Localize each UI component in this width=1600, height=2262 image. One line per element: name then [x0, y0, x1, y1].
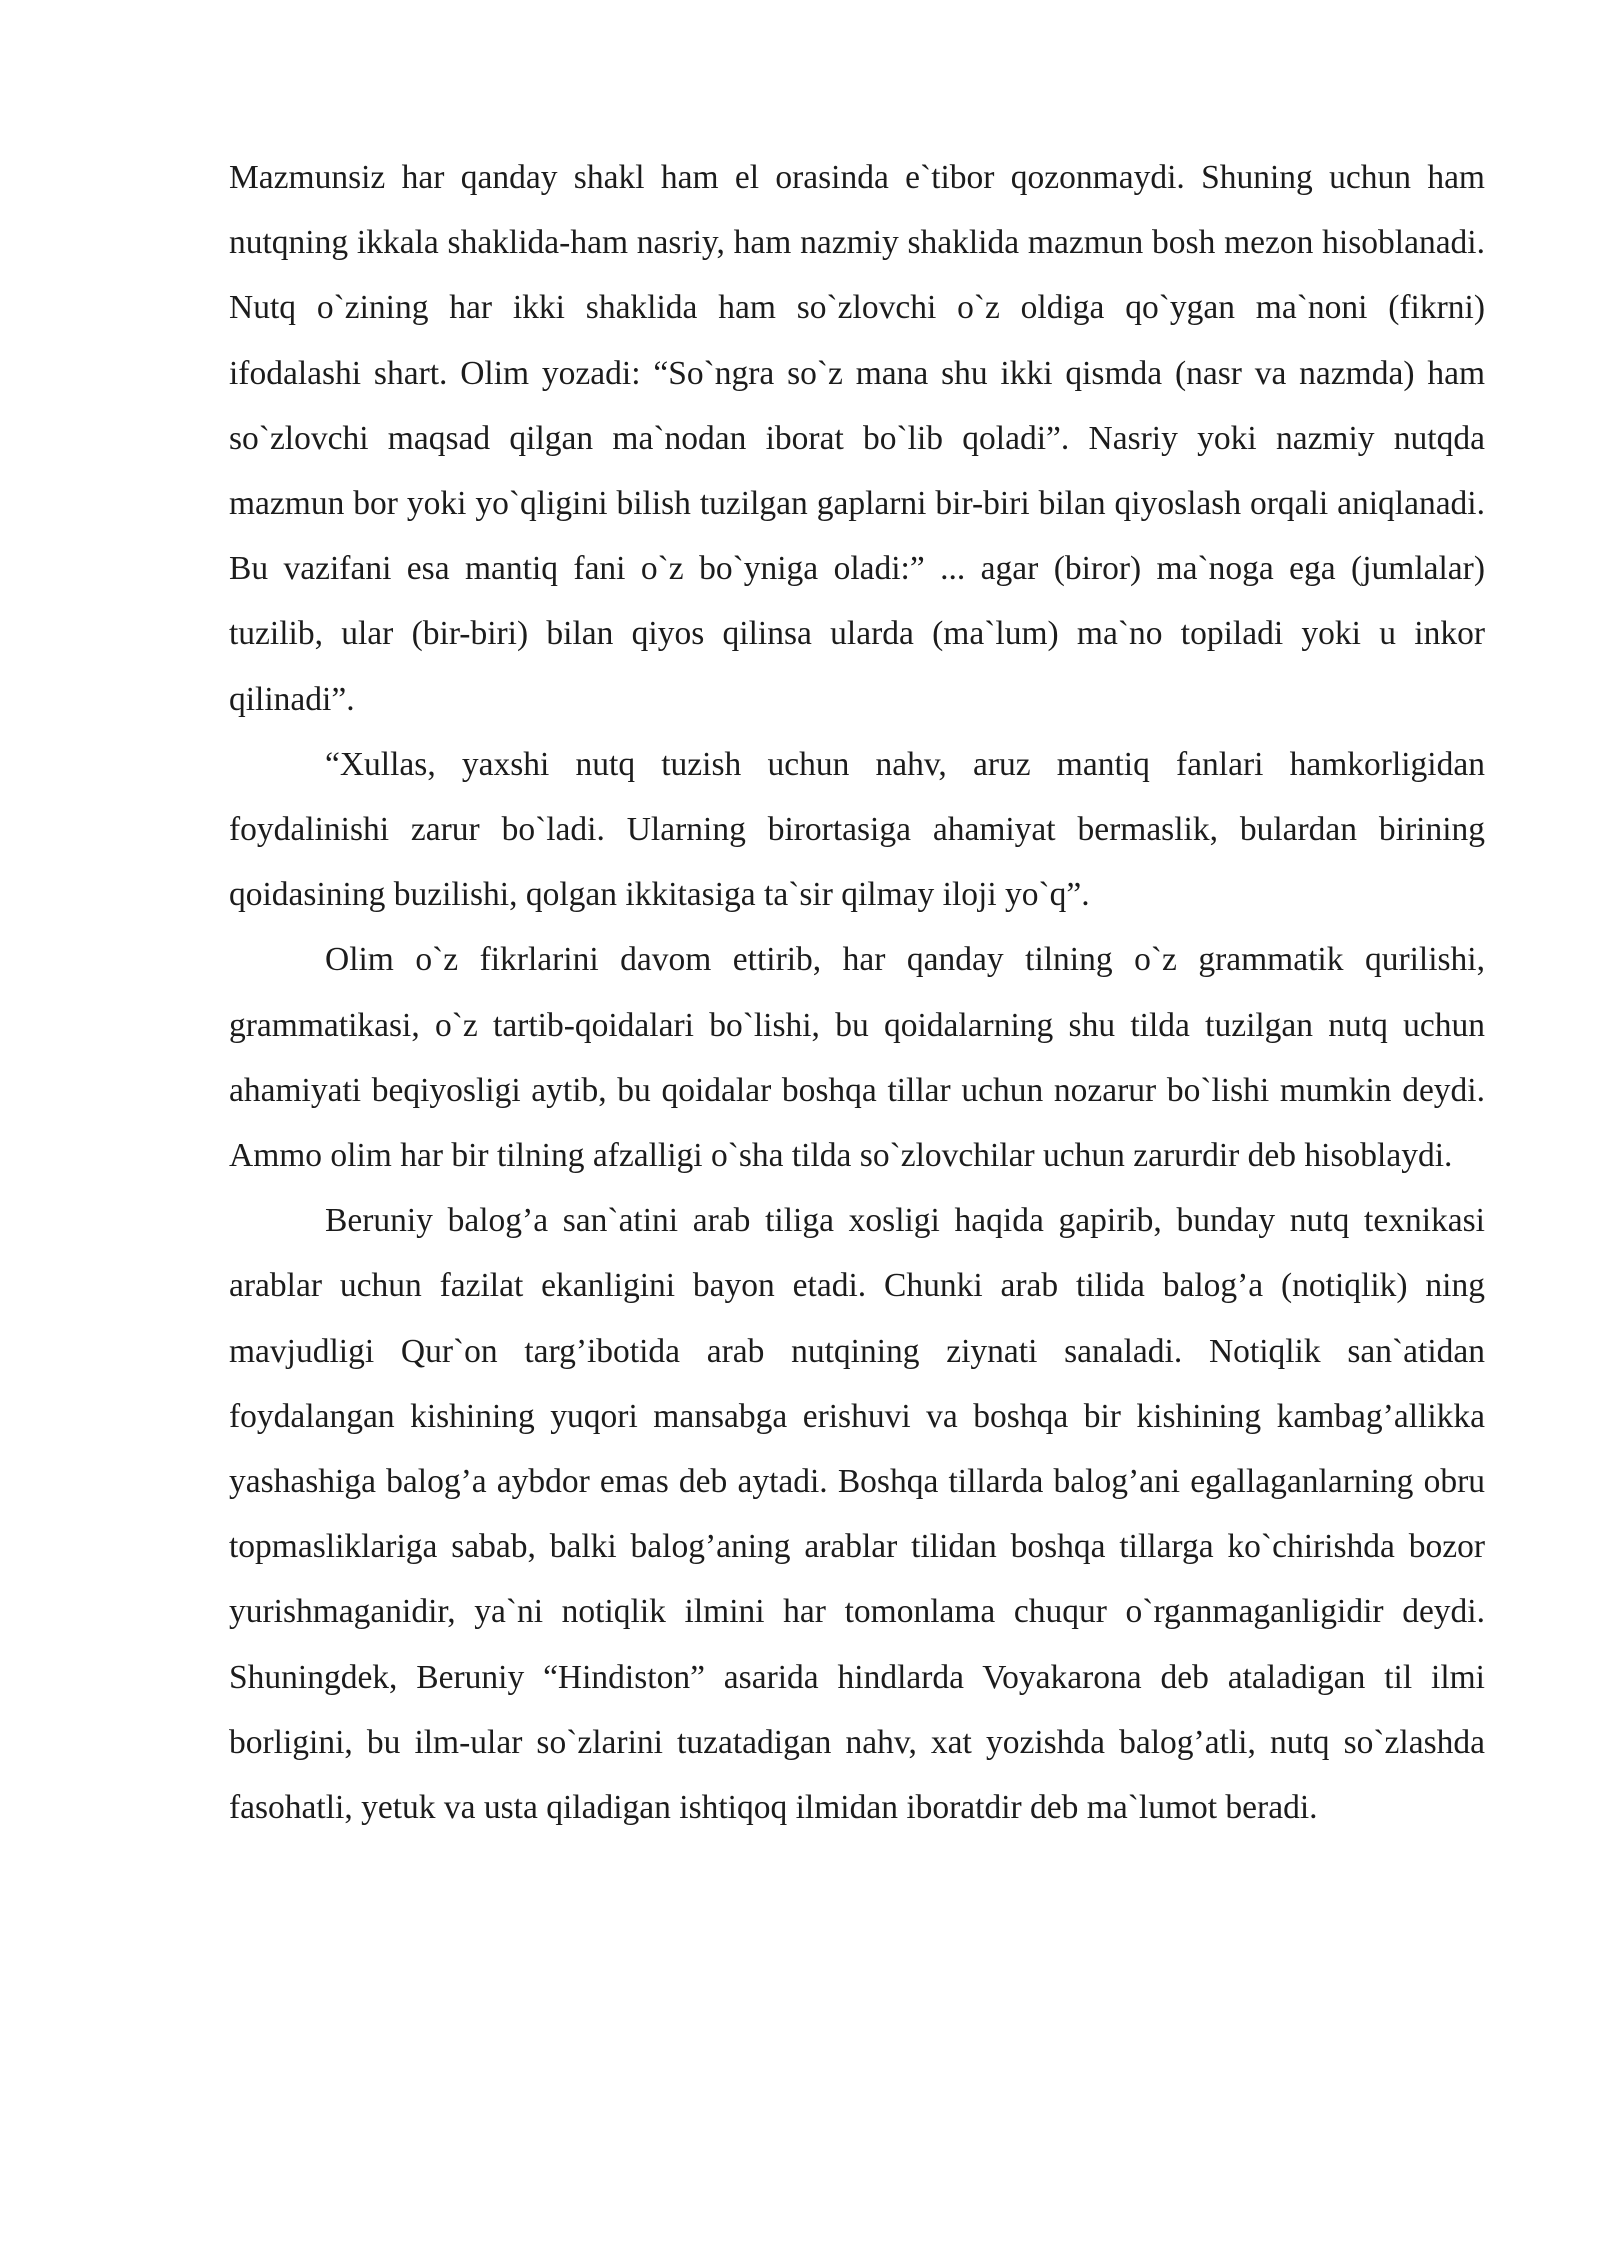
paragraph-2: “Xullas, yaxshi nutq tuzish uchun nahv, aruz mantiq fanlari hamkorligidan foydalinishi zarur bo`ladi. Ularning birortasiga ahamiyat bermaslik, bulardan birining qoidasining buzilishi, qolgan ikkitasiga ta`sir qilmay iloji yo`q”. [229, 745, 1485, 914]
paragraph-3: Olim o`z fikrlarini davom ettirib, har qanday tilning o`z grammatik qurilishi, grammatikasi, o`z tartib-qoidalari bo`lishi, bu qoidalarning shu tilda tuzilgan nutq uchun ahamiyati beqiyosligi aytib, bu qoidalar boshqa tillar uchun nozarur bo`lishi mumkin deydi. Ammo olim har bir tilning afzalligi o`sha tilda so`zlovchilar uchun zarurdir deb hisoblaydi. [229, 941, 1485, 1175]
paragraph-4: Beruniy balog’a san`atini arab tiliga xosligi haqida gapirib, bunday nutq texnikasi arablar uchun fazilat ekanligini bayon etadi. Chunki arab tilida balog’a (notiqlik) ning mavjudligi Qur`on targ’ibotida arab nutqining ziynati sanaladi. Notiqlik san`atidan foydalangan kishining yuqori mansabga erishuvi va boshqa bir kishining kambag’allikka yashashiga balog’a aybdor emas deb aytadi. Boshqa tillarda balog’ani egallaganlarning obru topmasliklariga sabab, balki balog’aning arablar tilidan boshqa tillarga ko`chirishda bozor yurishmaganidir, ya`ni notiqlik ilmini har tomonlama chuqur o`rganmaganligidir deydi. Shuningdek, Beruniy “Hindiston” asarida hindlarda Voyakarona deb ataladigan til ilmi borligini, bu ilm-ular so`zlarini tuzatadigan nahv, xat yozishda balog’atli, nutq so`zlashda fasohatli, yetuk va usta qiladigan ishtiqoq ilmidan iboratdir deb ma`lumot beradi. [229, 1202, 1485, 1827]
paragraph-1: Mazmunsiz har qanday shakl ham el orasinda e`tibor qozonmaydi. Shuning uchun ham nutqning ikkala shaklida-ham nasriy, ham nazmiy shaklida mazmun bosh mezon hisoblanadi. Nutq o`zining har ikki shaklida ham so`zlovchi o`z oldiga qo`ygan ma`noni (fikrni) ifodalashi shart. Olim yozadi: “So`ngra so`z mana shu ikki qismda (nasr va nazmda) ham so`zlovchi maqsad qilgan ma`nodan iborat bo`lib qoladi”. Nasriy yoki nazmiy nutqda mazmun bor yoki yo`qligini bilish tuzilgan gaplarni bir-biri bilan qiyoslash orqali aniqlanadi. Bu vazifani esa mantiq fani o`z bo`yniga oladi:” ... agar (biror) ma`noga ega (jumlalar) tuzilib, ular (bir-biri) bilan qiyos qilinsa ularda (ma`lum) ma`no topiladi yoki u inkor qilinadi”. [229, 159, 1485, 718]
document-body [229, 145, 1485, 1840]
